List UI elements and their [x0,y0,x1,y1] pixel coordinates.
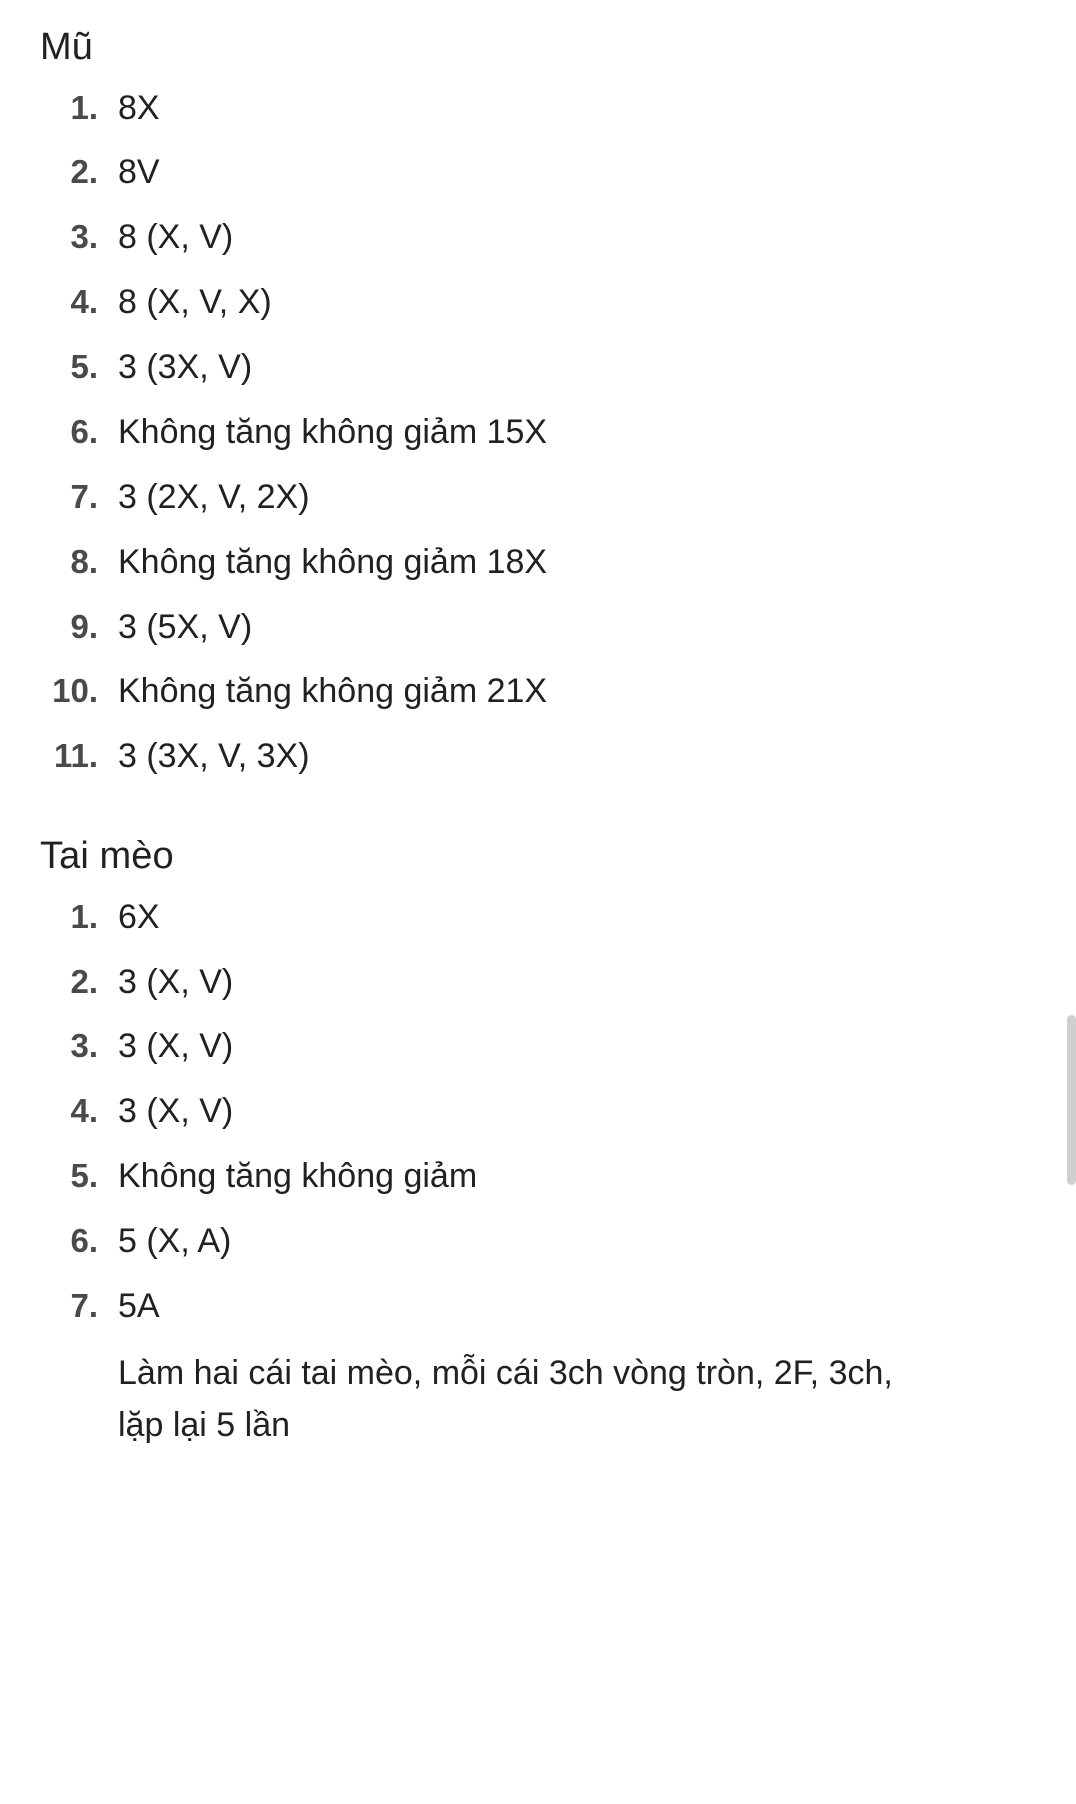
list-item [40,465,1036,530]
list-item-number: 5. [70,1157,98,1195]
list-item-number: 2. [70,962,98,1000]
section-title: Mũ [40,26,93,68]
step-list [40,885,1036,1339]
list-item-label: 3 (3X, V) [118,348,253,386]
list-item-label: 8 (X, V, X) [118,283,272,322]
list-item [40,1209,1036,1274]
list-item [40,885,1036,950]
list-item-label: 8V [118,153,160,192]
list-item [40,400,1036,465]
list-item-label: 5 (X, A) [118,1222,232,1260]
list-item-label: Không tăng không giảm [118,1157,478,1196]
list-item-label: 3 (5X, V) [118,607,253,646]
list-item-number: 7. [70,1286,98,1324]
list-item [40,950,1036,1015]
list-item [40,1274,1036,1339]
list-item [40,1079,1036,1144]
section-mu [40,24,1036,789]
list-item-label: Không tăng không giảm 18X [118,542,548,581]
list-item [40,205,1036,270]
list-item-label: 6X [118,897,160,936]
list-item [40,76,1036,141]
list-item-label: 3 (X, V) [118,962,234,1001]
list-item-label: Không tăng không giảm 21X [118,672,548,711]
list-item-number: 9. [70,607,98,645]
list-item-label: Không tăng không giảm 15X [118,412,548,451]
list-item-label: 8X [118,88,160,127]
list-item-label: 3 (X, V) [118,1027,234,1066]
list-item [40,140,1036,205]
list-item-number: 5. [70,348,98,385]
list-item [40,270,1036,335]
list-item-number: 2. [70,153,98,191]
list-item-number: 3. [70,218,98,256]
section-note [40,1339,1036,1452]
vertical-scrollbar-thumb[interactable] [1067,1015,1076,1185]
list-item-number: 6. [70,412,98,450]
list-item [40,659,1036,724]
list-item-number: 4. [70,283,98,321]
list-item-number: 3. [70,1027,98,1065]
step-list [40,76,1036,790]
note-text: Làm hai cái tai mèo, mỗi cái 3ch vòng tròn, 2F, 3ch, lặp lại 5 lần [118,1353,893,1445]
list-item [40,724,1036,789]
list-item-number: 4. [70,1092,98,1130]
list-item [40,595,1036,660]
list-item-label: 3 (2X, V, 2X) [118,477,310,516]
list-item-number: 6. [70,1222,98,1259]
list-item-number: 8. [70,542,98,580]
section-title: Tai mèo [40,835,174,878]
list-item-number: 1. [70,88,98,126]
list-item [40,1014,1036,1079]
list-item-number: 10. [52,672,98,710]
list-item-number: 11. [53,737,98,775]
list-item [40,530,1036,595]
list-item-label: 8 (X, V) [118,218,234,257]
list-item-number: 1. [70,897,98,935]
list-item [40,1144,1036,1209]
list-item-label: 5A [118,1286,160,1325]
list-item-number: 7. [70,477,98,515]
note-indent-spacer [40,1347,118,1452]
list-item [40,335,1036,400]
section-tai-meo [40,833,1036,1452]
list-item-label: 3 (3X, V, 3X) [118,737,310,776]
list-item-label: 3 (X, V) [118,1092,234,1131]
